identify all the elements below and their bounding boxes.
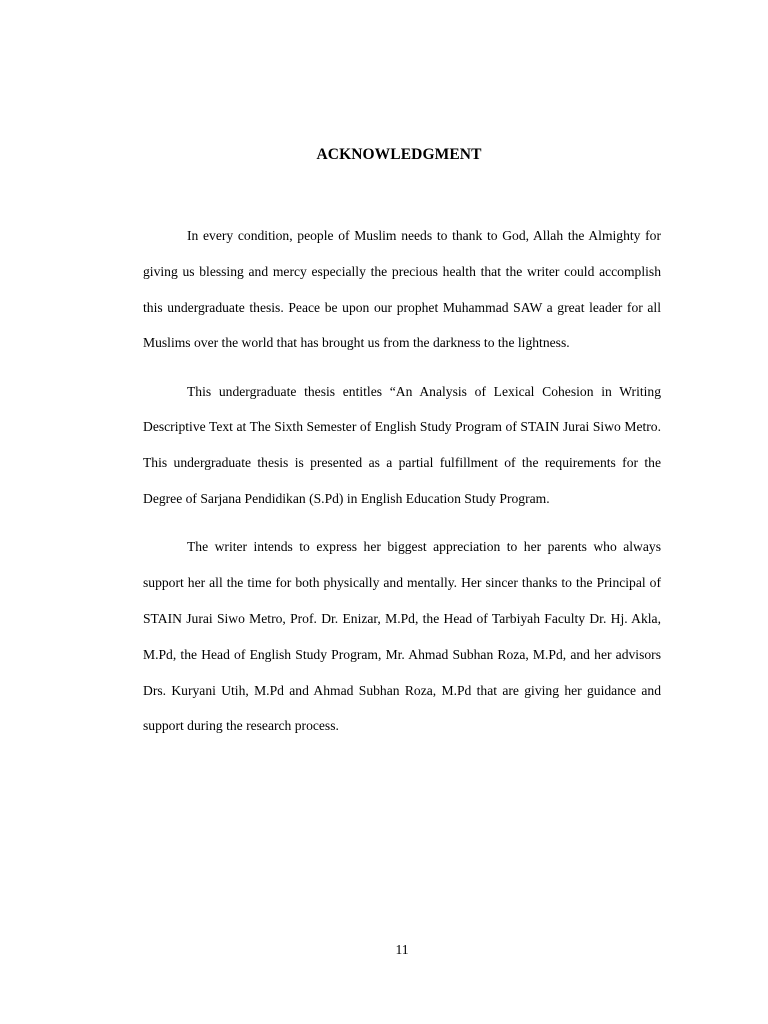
page-title: ACKNOWLEDGMENT [316, 146, 482, 163]
paragraph-3: The writer intends to express her biggest appreciation to her parents who always support her all the time for both physically and mentally. Her sincer thanks to the Principal of STAIN Jurai Siwo Metro, Prof. Dr. Enizar, M.Pd, the Head of Tarbiyah Faculty Dr. Hj. Akla, M.Pd, the Head of English Study Program, Mr. Ahmad Subhan Roza, M.Pd, and her advisors Drs. Kuryani Utih, M.Pd and Ahmad Subhan Roza, M.Pd that are giving her guidance and support during the research process. [143, 539, 661, 734]
paragraph-2: This undergraduate thesis entitles “An Analysis of Lexical Cohesion in Writing Descriptive Text at The Sixth Semester of English Study Program of STAIN Jurai Siwo Metro. This undergraduate thesis is presented as a partial fulfillment of the requirements for the Degree of Sarjana Pendidikan (S.Pd) in English Education Study Program. [143, 383, 661, 507]
page-number: 11 [395, 942, 409, 957]
body-text [143, 218, 661, 757]
paragraph-1: In every condition, people of Muslim needs to thank to God, Allah the Almighty for giving us blessing and mercy especially the precious health that the writer could accomplish this undergraduate thesis. Peace be upon our prophet Muhammad SAW a great leader for all Muslims over the world that has brought us from the darkness to the lightness. [143, 228, 661, 351]
